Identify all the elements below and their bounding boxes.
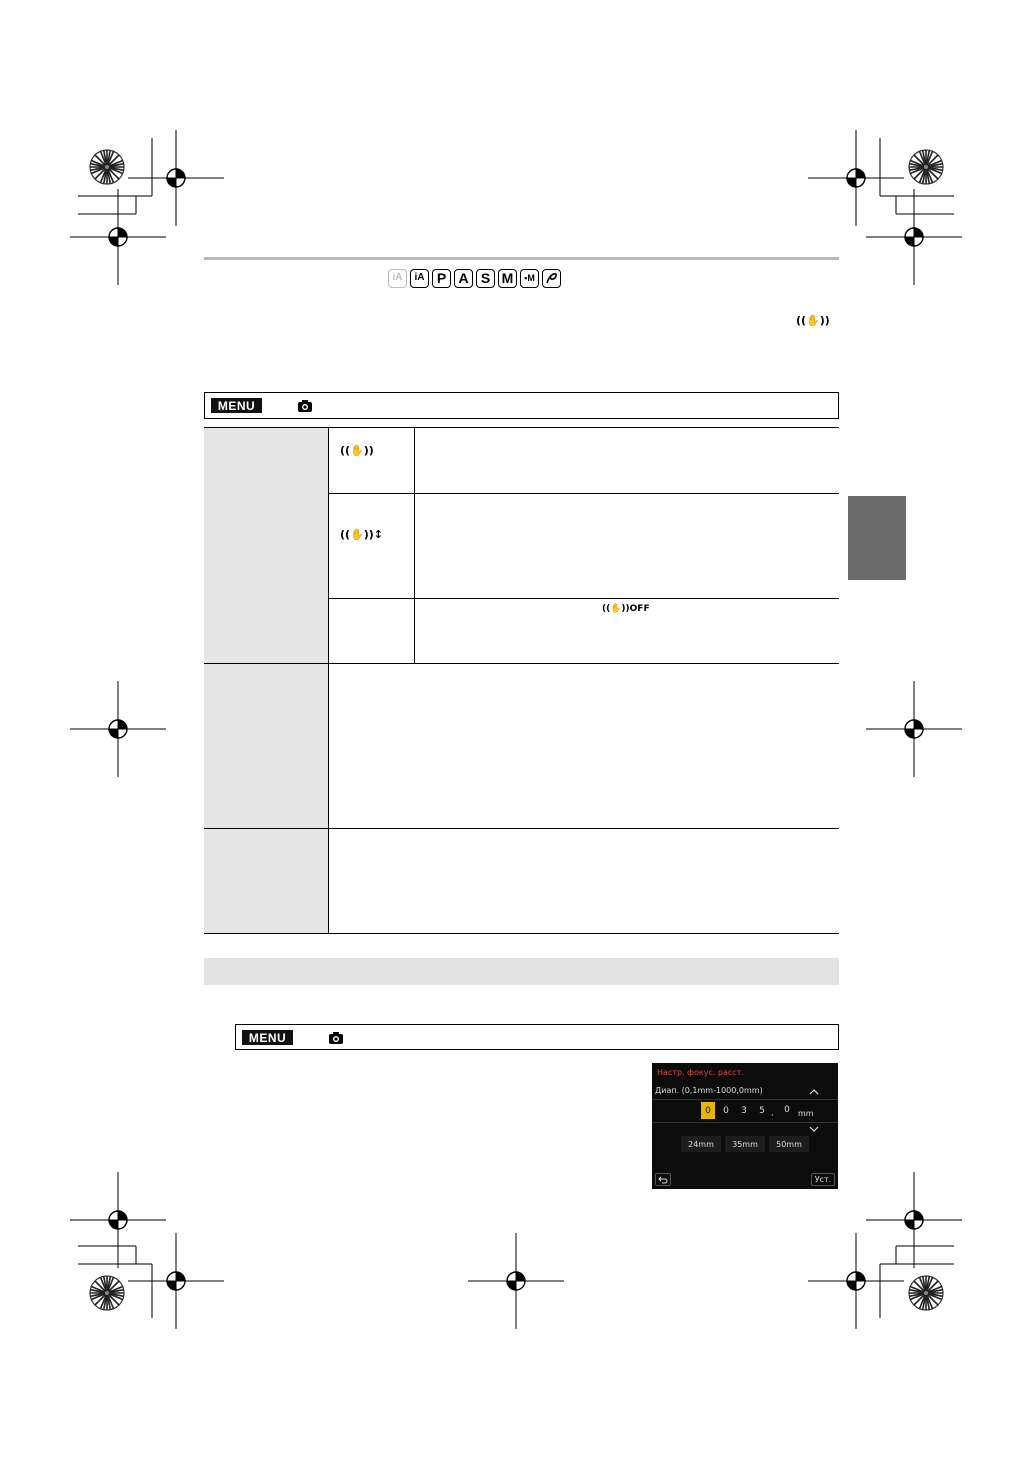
- unit-label: mm: [798, 1109, 814, 1118]
- stabilizer-normal-icon: ((✋)): [340, 444, 374, 457]
- menu-button-icon: MENU: [211, 398, 262, 413]
- back-icon: [658, 1176, 668, 1184]
- chevron-up-icon[interactable]: [809, 1088, 819, 1095]
- mode-p-icon: P: [432, 269, 451, 288]
- set-button[interactable]: Уст.: [811, 1173, 835, 1186]
- header-rule: [204, 257, 839, 260]
- preset-button[interactable]: 24mm: [681, 1136, 721, 1152]
- creative-control-icon: [542, 269, 561, 288]
- camera-screen: [652, 1063, 838, 1189]
- table-row-label-cell: [204, 664, 328, 828]
- chapter-tab: [848, 496, 906, 580]
- digit-input[interactable]: 0: [784, 1104, 790, 1115]
- screen-title: Настр. фокус. расст.: [657, 1068, 744, 1077]
- digit-input[interactable]: 0: [701, 1102, 715, 1119]
- intelligent-auto-icon: iA: [388, 269, 407, 288]
- mode-a-icon: A: [454, 269, 473, 288]
- mode-s-icon: S: [476, 269, 495, 288]
- digit-input[interactable]: 5: [759, 1105, 765, 1116]
- preset-button[interactable]: 35mm: [725, 1136, 765, 1152]
- table-row-label-cell: [204, 829, 328, 933]
- preset-button[interactable]: 50mm: [769, 1136, 809, 1152]
- applicable-modes: [388, 268, 561, 288]
- digit-input[interactable]: 0: [723, 1105, 729, 1116]
- chevron-down-icon[interactable]: [809, 1126, 819, 1133]
- settings-table: [204, 427, 839, 934]
- menu-button-icon: MENU: [242, 1030, 293, 1045]
- back-button[interactable]: [655, 1173, 671, 1186]
- digit-input[interactable]: 3: [741, 1105, 747, 1116]
- section-header-bar: [204, 958, 839, 985]
- intelligent-auto-plus-icon: iA: [410, 269, 429, 288]
- stabilizer-off-icon: ((✋))OFF: [602, 604, 650, 614]
- decimal-separator: ,: [771, 1108, 774, 1117]
- camera-icon: [328, 1031, 344, 1045]
- stabilizer-panning-icon: ((✋))↕: [340, 528, 384, 541]
- stabilizer-icon: ((✋)): [796, 314, 830, 327]
- mode-m-icon: M: [498, 269, 517, 288]
- menu-path-bar: [235, 1024, 839, 1050]
- range-label: Диап. (0,1mm-1000,0mm): [655, 1086, 763, 1095]
- camera-icon: [297, 399, 313, 413]
- table-row-label-cell: [204, 428, 328, 663]
- menu-path-bar: [204, 392, 839, 419]
- creative-video-mode-icon: ▪ M: [520, 269, 539, 288]
